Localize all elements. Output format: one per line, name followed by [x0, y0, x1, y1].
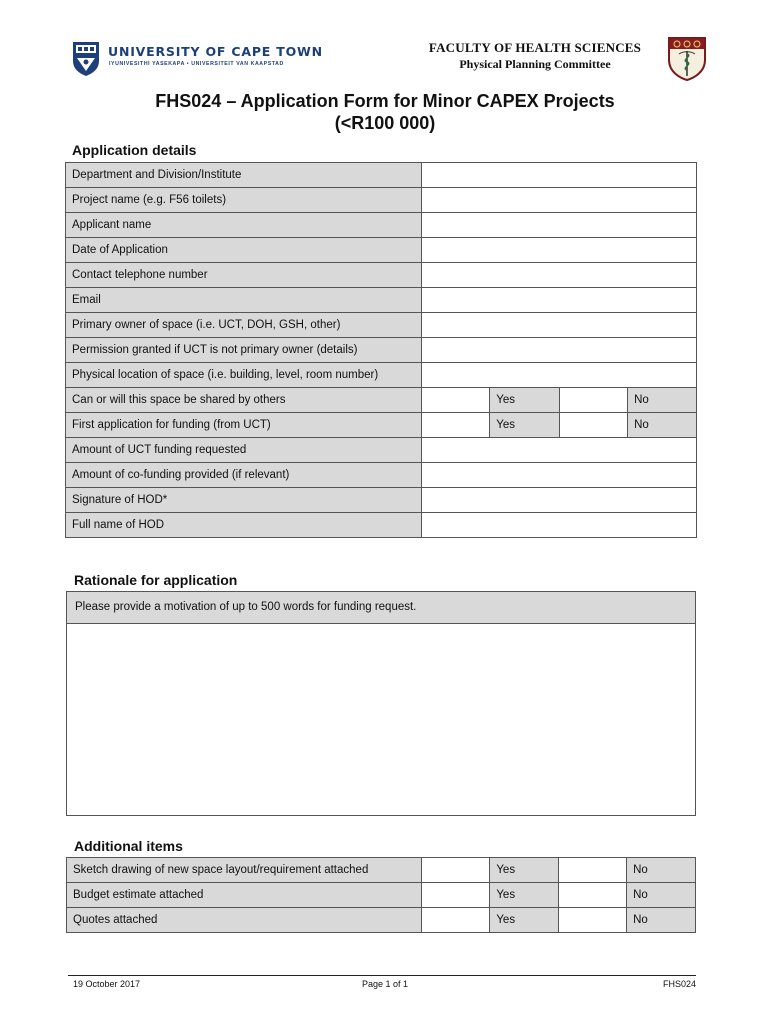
uct-funding-field[interactable] — [422, 438, 697, 463]
faculty-heading — [390, 40, 680, 72]
table-row — [66, 413, 697, 438]
yes-label: Yes — [490, 908, 559, 933]
additional-items-table — [66, 857, 696, 933]
field-label: First application for funding (from UCT) — [66, 413, 422, 438]
footer-divider — [68, 975, 696, 976]
item-label: Sketch drawing of new space layout/requirement attached — [67, 858, 422, 883]
table-row — [66, 288, 697, 313]
rationale-box — [66, 591, 696, 816]
department-field[interactable] — [422, 163, 697, 188]
table-row — [66, 163, 697, 188]
space-owner-field[interactable] — [422, 313, 697, 338]
footer-code: FHS024 — [662, 979, 696, 989]
budget-yes-checkbox[interactable] — [422, 883, 490, 908]
sketch-no-checkbox[interactable] — [559, 858, 627, 883]
field-label: Signature of HOD* — [66, 488, 422, 513]
no-label: No — [628, 413, 697, 438]
form-title-line2: (<R100 000) — [334, 113, 436, 133]
table-row — [66, 513, 697, 538]
field-label: Amount of UCT funding requested — [66, 438, 422, 463]
co-funding-field[interactable] — [422, 463, 697, 488]
uct-shield-icon — [72, 41, 100, 77]
table-row — [66, 363, 697, 388]
physical-location-field[interactable] — [422, 363, 697, 388]
yes-label: Yes — [490, 858, 559, 883]
form-title — [60, 90, 710, 134]
field-label: Department and Division/Institute — [66, 163, 422, 188]
first-application-yes-checkbox[interactable] — [422, 413, 490, 438]
table-row — [66, 488, 697, 513]
table-row — [66, 338, 697, 363]
item-label: Budget estimate attached — [67, 883, 422, 908]
table-row — [67, 908, 696, 933]
no-label: No — [627, 908, 696, 933]
yes-label: Yes — [490, 388, 560, 413]
no-label: No — [627, 883, 696, 908]
permission-details-field[interactable] — [422, 338, 697, 363]
application-details-table — [65, 162, 697, 538]
table-row — [66, 438, 697, 463]
first-application-no-checkbox[interactable] — [560, 413, 628, 438]
field-label: Primary owner of space (i.e. UCT, DOH, GSH, other) — [66, 313, 422, 338]
item-label: Quotes attached — [67, 908, 422, 933]
applicant-name-field[interactable] — [422, 213, 697, 238]
university-subtitle: IYUNIVESITHI YASEKAPA • UNIVERSITEIT VAN KAAPSTAD — [109, 61, 284, 67]
rationale-heading: Rationale for application — [74, 572, 238, 588]
rationale-prompt: Please provide a motivation of up to 500 words for funding request. — [67, 592, 695, 624]
university-name: UNIVERSITY OF CAPE TOWN — [108, 44, 323, 59]
shared-no-checkbox[interactable] — [560, 388, 628, 413]
yes-label: Yes — [490, 413, 560, 438]
additional-items-heading: Additional items — [74, 838, 183, 854]
application-details-heading: Application details — [72, 142, 197, 158]
table-row — [66, 238, 697, 263]
field-label: Applicant name — [66, 213, 422, 238]
no-label: No — [628, 388, 697, 413]
rationale-input[interactable] — [67, 624, 695, 814]
telephone-field[interactable] — [422, 263, 697, 288]
field-label: Date of Application — [66, 238, 422, 263]
table-row — [66, 313, 697, 338]
field-label: Project name (e.g. F56 toilets) — [66, 188, 422, 213]
field-label: Permission granted if UCT is not primary owner (details) — [66, 338, 422, 363]
application-date-field[interactable] — [422, 238, 697, 263]
hod-full-name-field[interactable] — [422, 513, 697, 538]
sketch-yes-checkbox[interactable] — [422, 858, 490, 883]
table-row — [67, 858, 696, 883]
table-row — [66, 263, 697, 288]
budget-no-checkbox[interactable] — [559, 883, 627, 908]
table-row — [66, 388, 697, 413]
field-label: Physical location of space (i.e. building, level, room number) — [66, 363, 422, 388]
quotes-yes-checkbox[interactable] — [422, 908, 490, 933]
faculty-name: FACULTY OF HEALTH SCIENCES — [428, 40, 642, 55]
hod-signature-field[interactable] — [422, 488, 697, 513]
field-label: Amount of co-funding provided (if relevant) — [66, 463, 422, 488]
table-row — [67, 883, 696, 908]
table-row — [66, 463, 697, 488]
table-row — [66, 188, 697, 213]
faculty-crest-icon — [667, 36, 707, 82]
form-title-line1: FHS024 – Application Form for Minor CAPEX Projects — [155, 91, 615, 111]
uct-logo — [72, 40, 323, 80]
committee-name: Physical Planning Committee — [459, 57, 611, 71]
field-label: Full name of HOD — [66, 513, 422, 538]
footer-page: Page 1 of 1 — [361, 979, 409, 989]
quotes-no-checkbox[interactable] — [559, 908, 627, 933]
field-label: Email — [66, 288, 422, 313]
project-name-field[interactable] — [422, 188, 697, 213]
yes-label: Yes — [490, 883, 559, 908]
footer-date: 19 October 2017 — [73, 979, 141, 989]
email-field[interactable] — [422, 288, 697, 313]
table-row — [66, 213, 697, 238]
no-label: No — [627, 858, 696, 883]
field-label: Contact telephone number — [66, 263, 422, 288]
shared-yes-checkbox[interactable] — [422, 388, 490, 413]
field-label: Can or will this space be shared by others — [66, 388, 422, 413]
